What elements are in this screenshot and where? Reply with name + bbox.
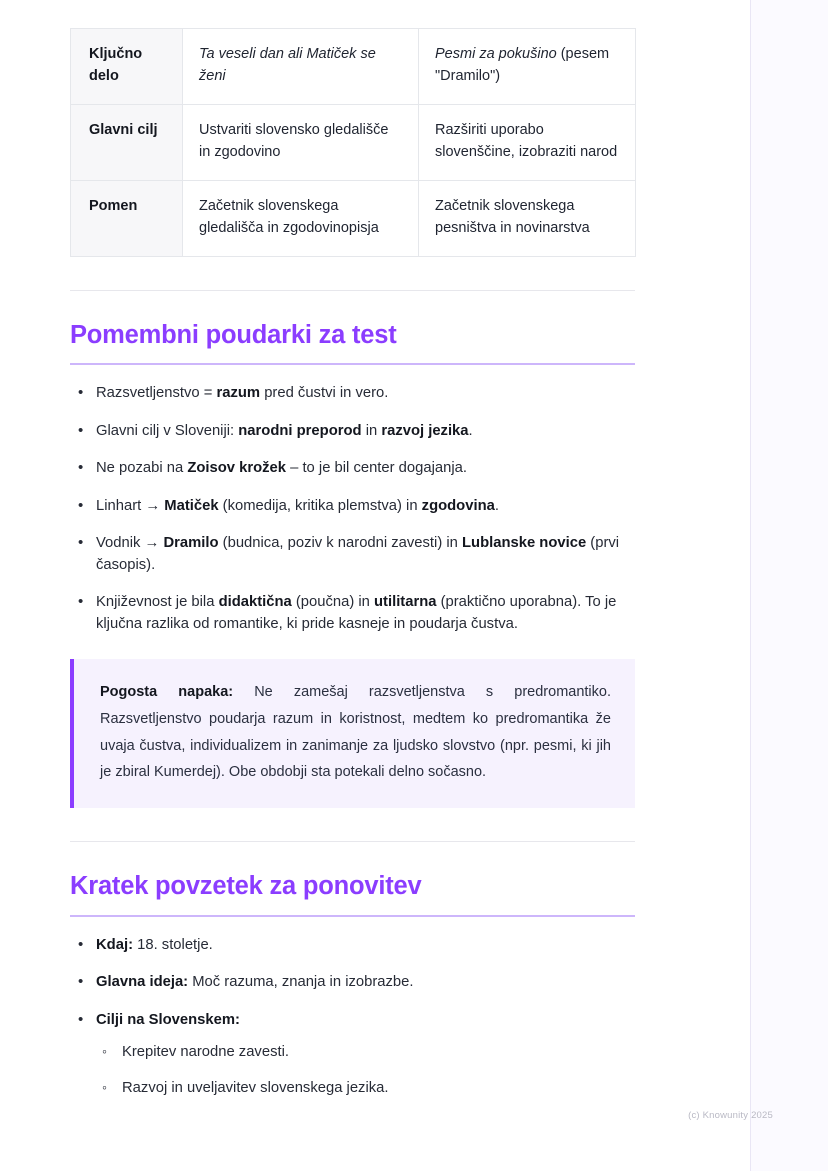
- list-item: • Ne pozabi na Zoisov krožek – to je bil center dogajanja.: [70, 458, 648, 479]
- list-item: [70, 1010, 648, 1099]
- row-label: Glavni cilj: [71, 104, 183, 180]
- table-row: [71, 29, 636, 105]
- cell-plain-text: Začetnik slovenskega gledališča in zgodovinopisja: [199, 197, 379, 237]
- list-item: • Glavna ideja: Moč razuma, znanja in izobrazbe.: [70, 972, 648, 993]
- summary-list: [70, 935, 648, 1099]
- row-cell-linhart: [183, 29, 419, 105]
- highlights-list: [70, 383, 648, 635]
- row-label: Pomen: [71, 180, 183, 256]
- cell-plain-text: (pesem "Dramilo"): [435, 46, 610, 85]
- callout-text: Ne zamešaj razsvetljenstva s predromantiko. Razsvetljenstvo poudarja razum in koristnost, medtem ko predromantika že uvaja čustva, individualizem in zanimanje za ljudsko slovstvo (npr. pesmi, ki jih je zbiral Kumerdej). Obe obdobji sta potekali delno sočasno.: [100, 684, 611, 781]
- cell-italic-text: Pesmi za pokušino: [435, 46, 557, 62]
- row-cell-vodnik: [419, 104, 636, 180]
- list-item: • Linhart → Matiček (komedija, kritika plemstva) in zgodovina.: [70, 496, 648, 517]
- table-body: [71, 29, 636, 257]
- list-item: • Razsvetljenstvo = razum pred čustvi in vero.: [70, 383, 648, 404]
- comparison-table: [70, 28, 636, 257]
- row-cell-linhart: [183, 104, 419, 180]
- cell-plain-text: Začetnik slovenskega pesništva in novinarstva: [435, 197, 590, 237]
- cell-plain-text: Ustvariti slovensko gledališče in zgodovino: [199, 121, 389, 161]
- row-cell-linhart: [183, 180, 419, 256]
- copyright-footer: (c) Knowunity 2025: [688, 1110, 773, 1121]
- list-item: • Vodnik → Dramilo (budnica, poziv k narodni zavesti) in Lublanske novice (prvi časopis).: [70, 533, 648, 576]
- sub-list-item: ◦ Krepitev narodne zavesti.: [96, 1042, 648, 1063]
- section-title-highlights: Pomembni poudarki za test: [70, 320, 635, 366]
- section-title-summary: Kratek povzetek za ponovitev: [70, 871, 635, 917]
- row-cell-vodnik: [419, 29, 636, 105]
- section-divider: [70, 290, 635, 291]
- common-mistake-callout: [70, 659, 635, 808]
- cell-italic-text: Ta veseli dan ali Matiček se ženi: [199, 46, 376, 85]
- section-divider: [70, 841, 635, 842]
- row-cell-vodnik: [419, 180, 636, 256]
- summary-sublist: [96, 1042, 648, 1099]
- sub-list-item: ◦ Razvoj in uveljavitev slovenskega jezika.: [96, 1078, 648, 1099]
- list-item: • Kdaj: 18. stoletje.: [70, 935, 648, 956]
- list-item: • Književnost je bila didaktična (poučna) in utilitarna (praktično uporabna). To je ključna razlika od romantike, ki pride kasneje in poudarja čustva.: [70, 592, 648, 635]
- table-row: [71, 180, 636, 256]
- table-row: [71, 104, 636, 180]
- row-label: Ključno delo: [71, 29, 183, 105]
- callout-lead: Pogosta napaka:: [100, 684, 234, 701]
- cell-plain-text: Razširiti uporabo slovenščine, izobraziti narod: [435, 121, 618, 161]
- list-item: • Glavni cilj v Sloveniji: narodni preporod in razvoj jezika.: [70, 421, 648, 442]
- list-item-text: Cilji na Slovenskem:: [96, 1011, 240, 1028]
